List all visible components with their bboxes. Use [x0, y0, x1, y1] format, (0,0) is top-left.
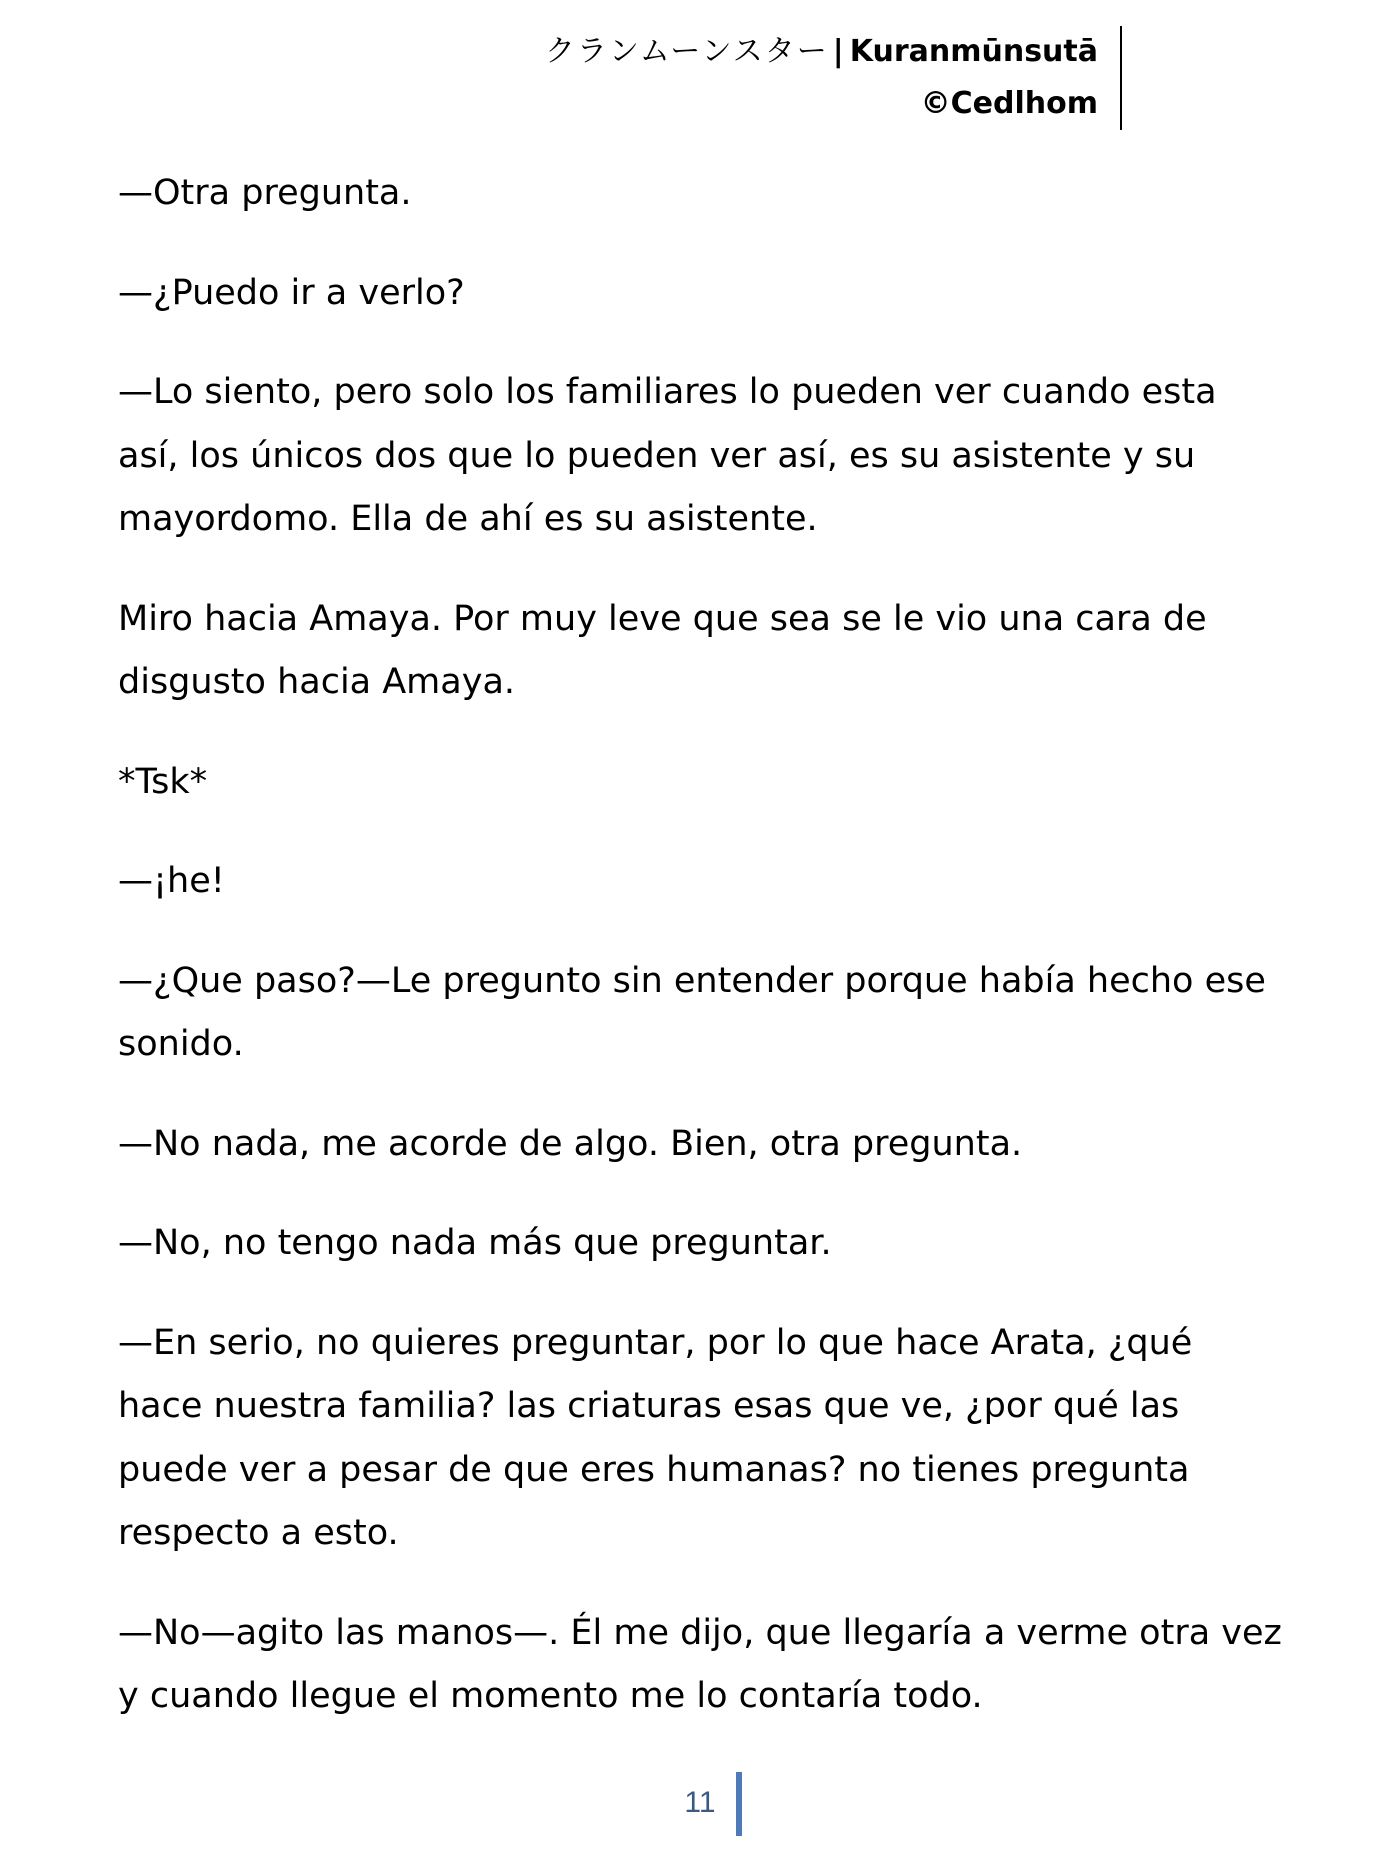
page-body [118, 162, 1283, 1765]
paragraph-11: —No—agito las manos—. Él me dijo, que llegaría a verme otra vez y cuando llegue el momento me lo contaría todo. [118, 1612, 1282, 1716]
paragraph-1: —Otra pregunta. [118, 173, 412, 213]
header-title-line [545, 26, 1098, 78]
page-number-block [684, 1778, 741, 1828]
header-title-romanized: Kuranmūnsutā [849, 34, 1098, 69]
page-number-bar [736, 1772, 742, 1836]
paragraph-5: *Tsk* [118, 761, 208, 802]
paragraph-7: —¿Que paso?—Le pregunto sin entender porque había hecho ese sonido. [118, 960, 1266, 1064]
paragraph-6: —¡he! [118, 861, 225, 901]
page-number: 11 [684, 1786, 716, 1819]
paragraph-2: —¿Puedo ir a verlo? [118, 272, 465, 313]
header-title-japanese: クランムーンスター [544, 34, 829, 69]
page-header [545, 26, 1122, 130]
paragraph-9: —No, no tengo nada más que preguntar. [118, 1223, 832, 1263]
paragraph-4: Miro hacia Amaya. Por muy leve que sea se le vio una cara de disgusto hacia Amaya. [118, 598, 1207, 702]
paragraph-3: —Lo siento, pero solo los familiares lo pueden ver cuando esta así, los únicos dos que lo pueden ver así, es su asistente y su mayordomo. Ella de ahí es su asistente. [118, 372, 1217, 539]
paragraph-8: —No nada, me acorde de algo. Bien, otra pregunta. [118, 1123, 1023, 1164]
page-footer [0, 1778, 1400, 1828]
paragraph-10: —En serio, no quieres preguntar, por lo que hace Arata, ¿qué hace nuestra familia? las criaturas esas que ve, ¿por qué las puede ver a pesar de que eres humanas? no tienes pregunta respecto a esto. [118, 1322, 1193, 1553]
header-copyright: ©Cedlhom [920, 86, 1098, 121]
header-separator: | [832, 34, 844, 69]
